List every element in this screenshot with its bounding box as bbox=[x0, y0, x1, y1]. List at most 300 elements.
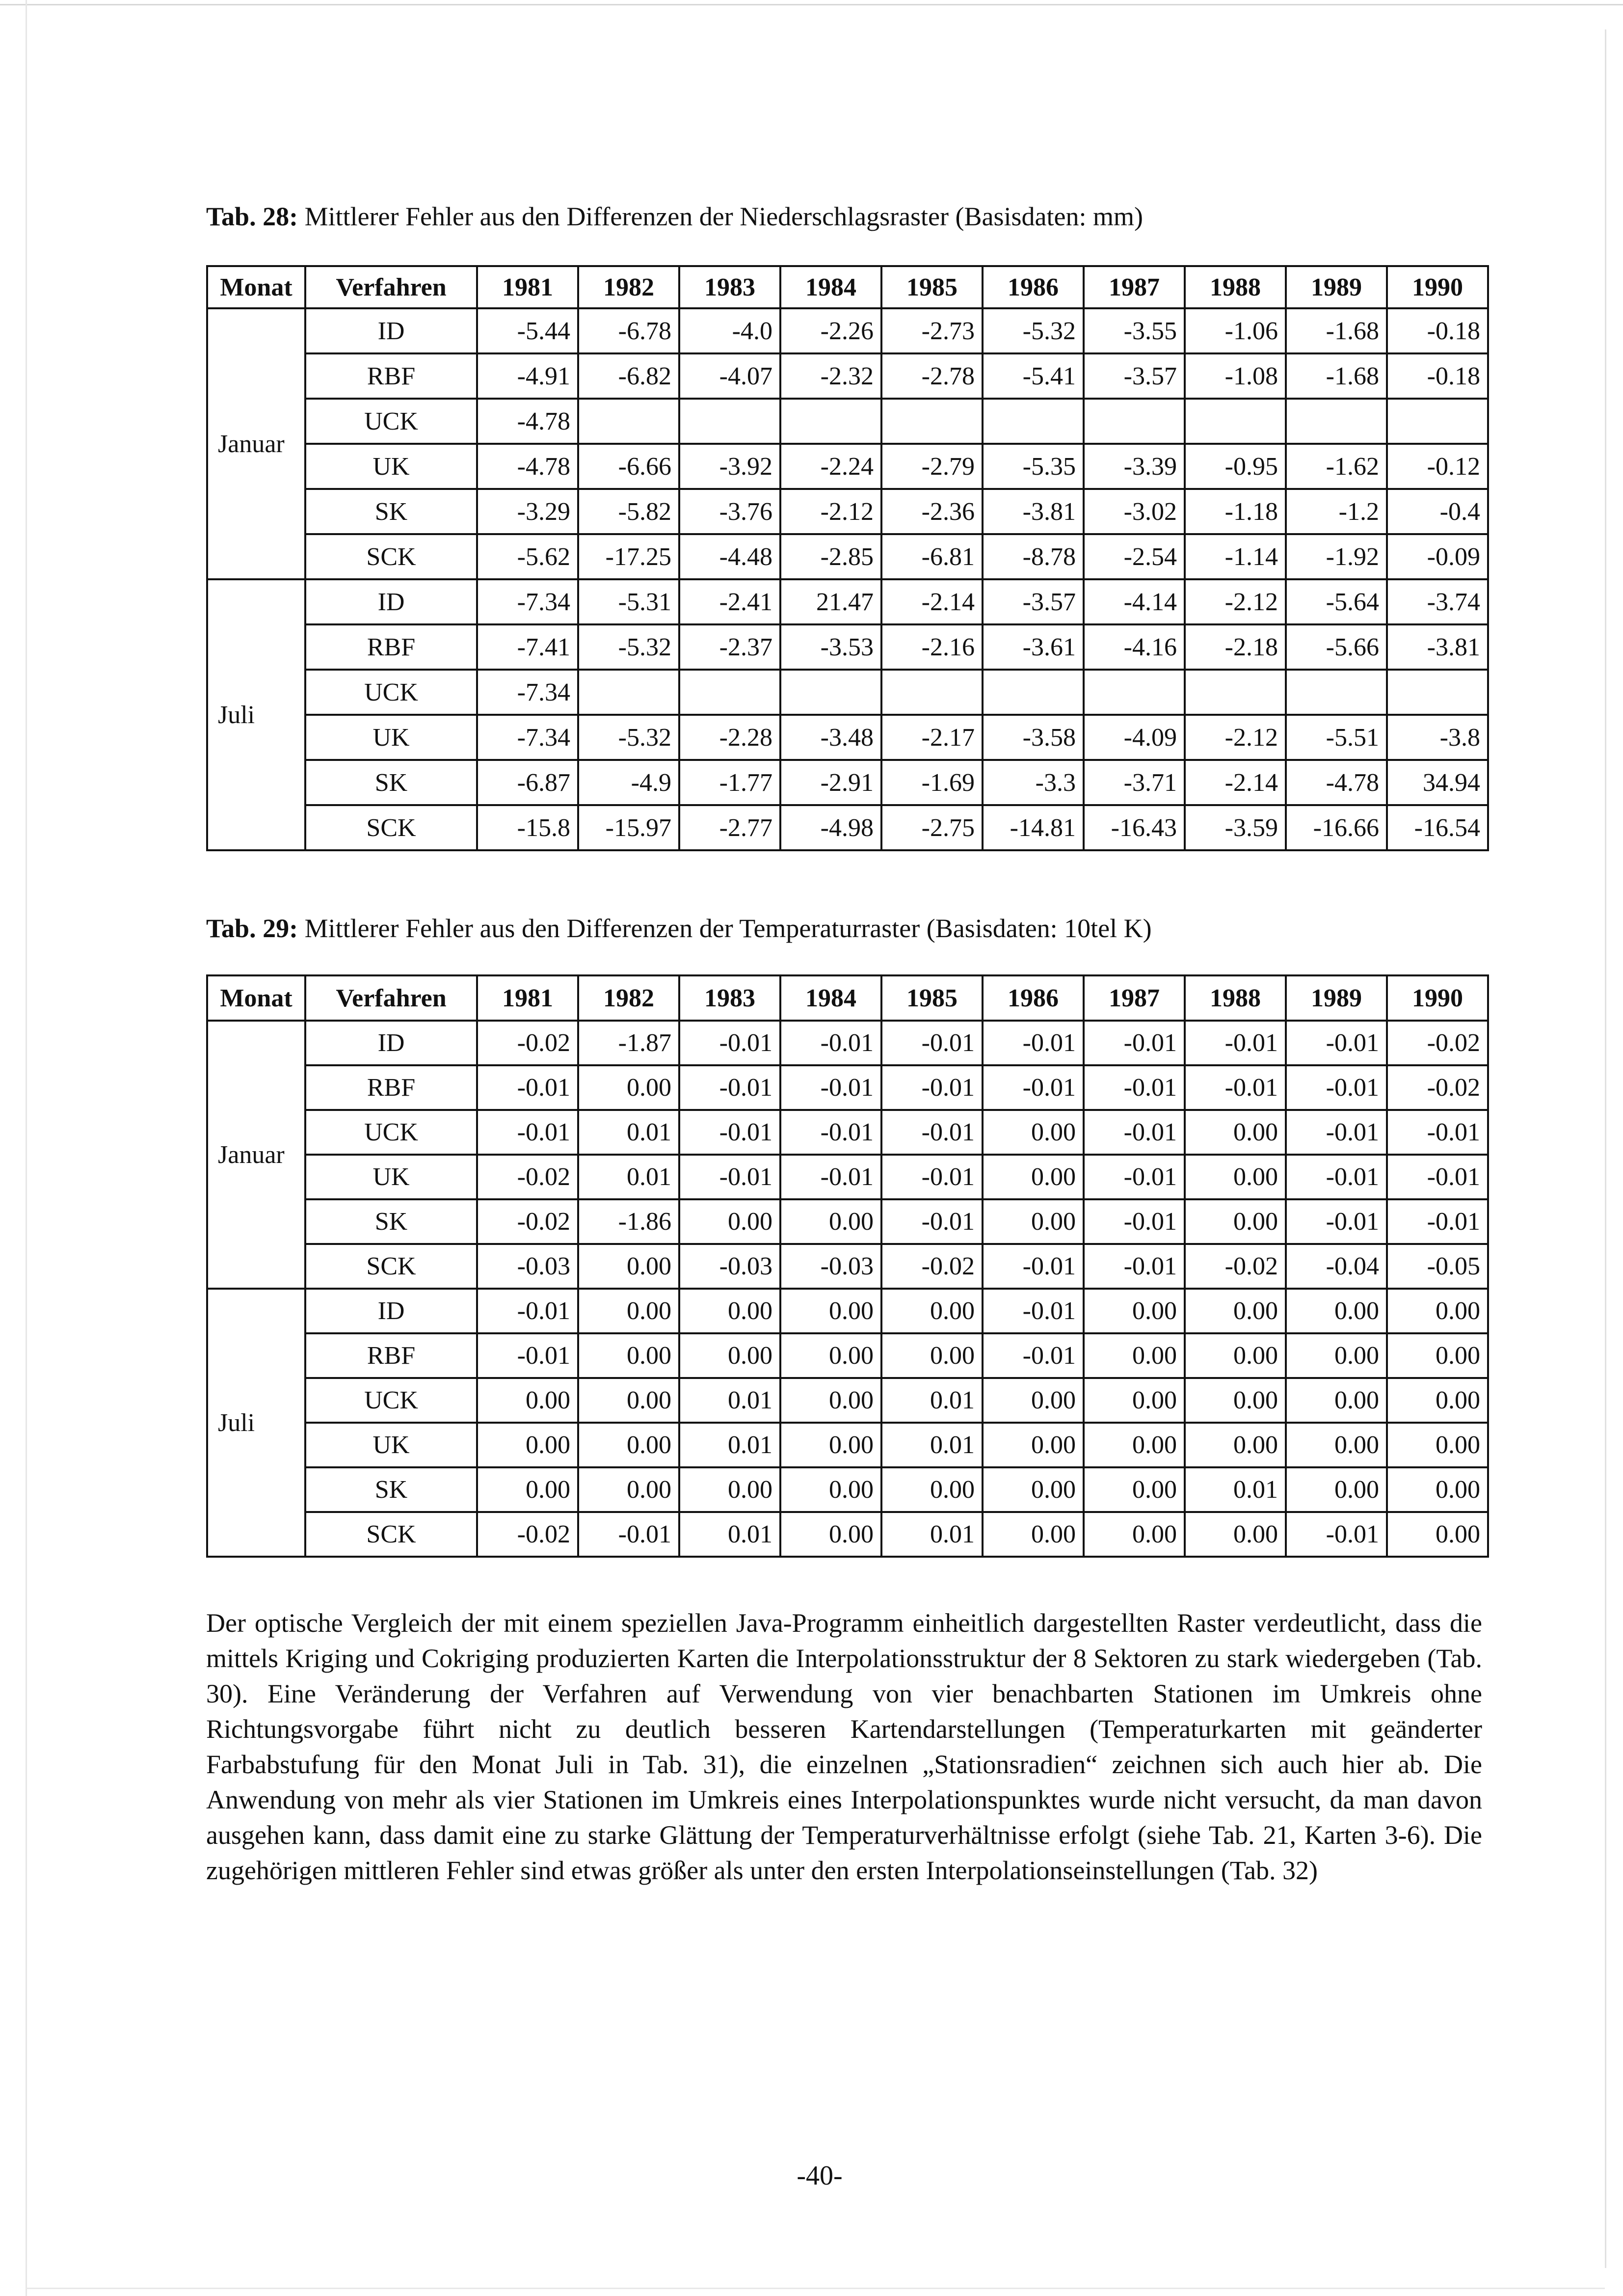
body-paragraph: Der optische Vergleich der mit einem speziellen Java-Programm einheitlich dargestellten Raster verdeutlicht, dass die mittels Kriging und Cokriging produzierten Karten die Interpolationsstruktur der 8 Sektoren zu stark wiedergeben (Tab. 30). Eine Veränderung der Verfahren auf Verwendung von vier benachbarten Stationen im Umkreis ohne Richtungsvorgabe führt nicht zu deutlich besseren Kartendarstellungen (Temperaturkarten mit geänderter Farbabstufung für den Monat Juli in Tab. 31), die einzelnen „Stationsradien“ zeichnen sich auch hier ab. Die Anwendung von mehr als vier Stationen im Umkreis eines Interpolationspunktes wurde nicht versucht, da man davon ausgehen kann, dass damit eine zu starke Glättung der Temperaturverhältnisse erfolgt (siehe Tab. 21, Karten 3-6). Die zugehörigen mittleren Fehler sind etwas größer als unter den ersten Interpolationseinstellungen (Tab. 32) bbox=[206, 1608, 1482, 1885]
verfahren-cell: RBF bbox=[305, 624, 477, 670]
verfahren-cell: ID bbox=[305, 579, 477, 624]
value-cell: 0.00 bbox=[983, 1467, 1084, 1512]
value-cell: 0.00 bbox=[578, 1333, 679, 1378]
value-cell: -4.78 bbox=[477, 444, 578, 489]
value-cell: -0.01 bbox=[780, 1021, 881, 1065]
table29 bbox=[206, 974, 1489, 1558]
value-cell: -3.61 bbox=[983, 624, 1084, 670]
value-cell: -2.73 bbox=[881, 308, 983, 353]
verfahren-cell: SK bbox=[305, 760, 477, 805]
verfahren-cell: SK bbox=[305, 489, 477, 534]
table29-caption bbox=[206, 913, 1152, 944]
value-cell: -2.12 bbox=[1185, 715, 1286, 760]
value-cell: -2.26 bbox=[780, 308, 881, 353]
value-cell: 0.00 bbox=[1387, 1333, 1488, 1378]
value-cell: -0.01 bbox=[983, 1289, 1084, 1333]
value-cell: -2.14 bbox=[1185, 760, 1286, 805]
value-cell: -3.74 bbox=[1387, 579, 1488, 624]
value-cell: 0.00 bbox=[780, 1199, 881, 1244]
value-cell: -0.01 bbox=[1286, 1199, 1387, 1244]
table29-label: Tab. 29: bbox=[206, 914, 298, 943]
table28-col-header: 1986 bbox=[983, 266, 1084, 308]
table29-col-header: 1984 bbox=[780, 975, 881, 1021]
value-cell bbox=[881, 399, 983, 444]
value-cell: -1.08 bbox=[1185, 353, 1286, 399]
value-cell: 0.00 bbox=[1185, 1378, 1286, 1423]
value-cell: 0.00 bbox=[578, 1244, 679, 1289]
value-cell: -0.01 bbox=[679, 1155, 780, 1199]
value-cell: -4.9 bbox=[578, 760, 679, 805]
value-cell: -4.98 bbox=[780, 805, 881, 850]
verfahren-cell: SCK bbox=[305, 805, 477, 850]
value-cell: 0.00 bbox=[1286, 1289, 1387, 1333]
value-cell: -0.18 bbox=[1387, 353, 1488, 399]
value-cell: 0.00 bbox=[780, 1289, 881, 1333]
table28-col-header: 1985 bbox=[881, 266, 983, 308]
verfahren-cell: SK bbox=[305, 1199, 477, 1244]
table28-col-header: Monat bbox=[207, 266, 305, 308]
value-cell: 0.00 bbox=[679, 1289, 780, 1333]
monat-cell: Januar bbox=[207, 308, 305, 579]
value-cell: 0.00 bbox=[780, 1378, 881, 1423]
value-cell: -16.43 bbox=[1084, 805, 1185, 850]
value-cell: 0.00 bbox=[780, 1467, 881, 1512]
table-row bbox=[207, 534, 1488, 579]
value-cell bbox=[1286, 399, 1387, 444]
value-cell: -2.75 bbox=[881, 805, 983, 850]
verfahren-cell: SK bbox=[305, 1467, 477, 1512]
table28-col-header: 1987 bbox=[1084, 266, 1185, 308]
value-cell: -0.01 bbox=[477, 1065, 578, 1110]
table28-col-header: 1982 bbox=[578, 266, 679, 308]
verfahren-cell: SCK bbox=[305, 534, 477, 579]
value-cell bbox=[1387, 399, 1488, 444]
value-cell: -0.01 bbox=[1084, 1244, 1185, 1289]
value-cell: 0.00 bbox=[983, 1199, 1084, 1244]
value-cell: -0.02 bbox=[881, 1244, 983, 1289]
value-cell: -0.01 bbox=[1084, 1021, 1185, 1065]
verfahren-cell: UK bbox=[305, 1423, 477, 1467]
value-cell: -3.57 bbox=[983, 579, 1084, 624]
value-cell: -2.37 bbox=[679, 624, 780, 670]
value-cell: -16.54 bbox=[1387, 805, 1488, 850]
table-row bbox=[207, 399, 1488, 444]
value-cell: -5.32 bbox=[578, 715, 679, 760]
value-cell: -15.97 bbox=[578, 805, 679, 850]
value-cell: -1.18 bbox=[1185, 489, 1286, 534]
value-cell: -2.12 bbox=[780, 489, 881, 534]
value-cell: 0.00 bbox=[1286, 1333, 1387, 1378]
value-cell: -5.82 bbox=[578, 489, 679, 534]
table-row bbox=[207, 1467, 1488, 1512]
value-cell: -7.34 bbox=[477, 715, 578, 760]
scan-edge-bottom bbox=[26, 2288, 1605, 2289]
value-cell: -1.2 bbox=[1286, 489, 1387, 534]
table29-col-header: Monat bbox=[207, 975, 305, 1021]
value-cell: -2.28 bbox=[679, 715, 780, 760]
table-row bbox=[207, 805, 1488, 850]
table28-col-header: 1983 bbox=[679, 266, 780, 308]
verfahren-cell: RBF bbox=[305, 1065, 477, 1110]
table28 bbox=[206, 265, 1489, 851]
value-cell: -0.01 bbox=[780, 1110, 881, 1155]
value-cell: -4.48 bbox=[679, 534, 780, 579]
value-cell: -3.81 bbox=[1387, 624, 1488, 670]
value-cell: -6.87 bbox=[477, 760, 578, 805]
table28-col-header: 1988 bbox=[1185, 266, 1286, 308]
value-cell: 0.00 bbox=[1185, 1512, 1286, 1557]
value-cell: -14.81 bbox=[983, 805, 1084, 850]
value-cell: 0.00 bbox=[983, 1423, 1084, 1467]
value-cell: 0.00 bbox=[679, 1333, 780, 1378]
value-cell: 0.00 bbox=[983, 1110, 1084, 1155]
value-cell: -3.76 bbox=[679, 489, 780, 534]
value-cell: -2.78 bbox=[881, 353, 983, 399]
value-cell: 0.00 bbox=[881, 1467, 983, 1512]
value-cell: -0.01 bbox=[477, 1110, 578, 1155]
verfahren-cell: ID bbox=[305, 308, 477, 353]
value-cell: -1.68 bbox=[1286, 353, 1387, 399]
table28-col-header: 1981 bbox=[477, 266, 578, 308]
value-cell: -3.53 bbox=[780, 624, 881, 670]
value-cell: 0.00 bbox=[1387, 1467, 1488, 1512]
value-cell: -1.69 bbox=[881, 760, 983, 805]
value-cell: -0.02 bbox=[477, 1512, 578, 1557]
value-cell bbox=[1084, 670, 1185, 715]
value-cell: -2.17 bbox=[881, 715, 983, 760]
value-cell: 21.47 bbox=[780, 579, 881, 624]
value-cell: 0.01 bbox=[679, 1378, 780, 1423]
table29-col-header: 1986 bbox=[983, 975, 1084, 1021]
table29-col-header: 1985 bbox=[881, 975, 983, 1021]
value-cell: -0.03 bbox=[780, 1244, 881, 1289]
value-cell bbox=[983, 399, 1084, 444]
value-cell: 0.01 bbox=[881, 1423, 983, 1467]
table-row bbox=[207, 1378, 1488, 1423]
value-cell: 34.94 bbox=[1387, 760, 1488, 805]
table29-col-header: Verfahren bbox=[305, 975, 477, 1021]
value-cell: -2.91 bbox=[780, 760, 881, 805]
value-cell: -1.62 bbox=[1286, 444, 1387, 489]
value-cell: -0.01 bbox=[983, 1065, 1084, 1110]
value-cell: -0.01 bbox=[1286, 1021, 1387, 1065]
table29-col-header: 1982 bbox=[578, 975, 679, 1021]
table28-col-header: 1984 bbox=[780, 266, 881, 308]
value-cell: -0.02 bbox=[1387, 1065, 1488, 1110]
value-cell: -2.14 bbox=[881, 579, 983, 624]
value-cell: -4.14 bbox=[1084, 579, 1185, 624]
verfahren-cell: ID bbox=[305, 1021, 477, 1065]
value-cell: 0.00 bbox=[1286, 1467, 1387, 1512]
table-row bbox=[207, 1021, 1488, 1065]
value-cell: -2.36 bbox=[881, 489, 983, 534]
value-cell: -5.35 bbox=[983, 444, 1084, 489]
value-cell: 0.00 bbox=[1185, 1155, 1286, 1199]
value-cell: 0.00 bbox=[1185, 1289, 1286, 1333]
verfahren-cell: RBF bbox=[305, 353, 477, 399]
value-cell: -5.51 bbox=[1286, 715, 1387, 760]
value-cell: 0.00 bbox=[1185, 1333, 1286, 1378]
value-cell: -0.01 bbox=[881, 1110, 983, 1155]
table-row bbox=[207, 353, 1488, 399]
value-cell: -0.12 bbox=[1387, 444, 1488, 489]
value-cell: -0.01 bbox=[477, 1289, 578, 1333]
value-cell: -0.04 bbox=[1286, 1244, 1387, 1289]
value-cell: -2.79 bbox=[881, 444, 983, 489]
value-cell: 0.00 bbox=[1084, 1467, 1185, 1512]
value-cell: -1.92 bbox=[1286, 534, 1387, 579]
value-cell: -2.54 bbox=[1084, 534, 1185, 579]
table28-caption bbox=[206, 201, 1143, 232]
value-cell: -6.66 bbox=[578, 444, 679, 489]
value-cell: 0.00 bbox=[679, 1199, 780, 1244]
value-cell: 0.01 bbox=[881, 1378, 983, 1423]
value-cell: 0.00 bbox=[780, 1512, 881, 1557]
value-cell: -7.34 bbox=[477, 670, 578, 715]
value-cell: 0.00 bbox=[1185, 1199, 1286, 1244]
value-cell: -0.01 bbox=[1286, 1512, 1387, 1557]
value-cell: -5.62 bbox=[477, 534, 578, 579]
value-cell: -0.01 bbox=[881, 1021, 983, 1065]
value-cell: -7.41 bbox=[477, 624, 578, 670]
value-cell: -4.0 bbox=[679, 308, 780, 353]
value-cell: -5.32 bbox=[578, 624, 679, 670]
value-cell: 0.00 bbox=[983, 1378, 1084, 1423]
table28-caption-text: Mittlerer Fehler aus den Differenzen der Niederschlagsraster (Basisdaten: mm) bbox=[304, 202, 1143, 231]
value-cell: 0.00 bbox=[780, 1423, 881, 1467]
value-cell bbox=[1286, 670, 1387, 715]
verfahren-cell: UK bbox=[305, 715, 477, 760]
value-cell: -0.01 bbox=[1387, 1199, 1488, 1244]
value-cell: -0.02 bbox=[477, 1021, 578, 1065]
table-row bbox=[207, 1065, 1488, 1110]
value-cell: -2.32 bbox=[780, 353, 881, 399]
value-cell: 0.00 bbox=[1084, 1512, 1185, 1557]
value-cell: -0.01 bbox=[983, 1333, 1084, 1378]
value-cell: 0.00 bbox=[477, 1467, 578, 1512]
value-cell: -15.8 bbox=[477, 805, 578, 850]
page-number: -40- bbox=[797, 2161, 843, 2191]
verfahren-cell: RBF bbox=[305, 1333, 477, 1378]
value-cell: -0.01 bbox=[780, 1065, 881, 1110]
value-cell: 0.00 bbox=[1185, 1110, 1286, 1155]
value-cell: 0.00 bbox=[578, 1423, 679, 1467]
value-cell: 0.01 bbox=[578, 1110, 679, 1155]
value-cell: 0.00 bbox=[1185, 1423, 1286, 1467]
value-cell: 0.00 bbox=[1084, 1378, 1185, 1423]
verfahren-cell: UCK bbox=[305, 1110, 477, 1155]
value-cell: 0.00 bbox=[1084, 1333, 1185, 1378]
table29-col-header: 1987 bbox=[1084, 975, 1185, 1021]
value-cell: -0.01 bbox=[1185, 1065, 1286, 1110]
value-cell: -2.18 bbox=[1185, 624, 1286, 670]
table-row bbox=[207, 308, 1488, 353]
value-cell bbox=[1185, 399, 1286, 444]
value-cell: -0.18 bbox=[1387, 308, 1488, 353]
value-cell: -0.01 bbox=[679, 1065, 780, 1110]
table28-header-row bbox=[207, 266, 1488, 308]
value-cell: -4.91 bbox=[477, 353, 578, 399]
value-cell: -0.02 bbox=[477, 1199, 578, 1244]
value-cell bbox=[1387, 670, 1488, 715]
scan-edge-left bbox=[26, 0, 27, 2296]
table-row bbox=[207, 444, 1488, 489]
value-cell: -3.8 bbox=[1387, 715, 1488, 760]
value-cell: 0.01 bbox=[881, 1512, 983, 1557]
value-cell: -1.87 bbox=[578, 1021, 679, 1065]
value-cell: -4.78 bbox=[1286, 760, 1387, 805]
table29-col-header: 1983 bbox=[679, 975, 780, 1021]
value-cell: -4.07 bbox=[679, 353, 780, 399]
value-cell: -3.58 bbox=[983, 715, 1084, 760]
table-row bbox=[207, 1244, 1488, 1289]
table29-col-header: 1989 bbox=[1286, 975, 1387, 1021]
value-cell: 0.01 bbox=[679, 1512, 780, 1557]
value-cell: -5.32 bbox=[983, 308, 1084, 353]
value-cell: -1.86 bbox=[578, 1199, 679, 1244]
value-cell: -0.01 bbox=[780, 1155, 881, 1199]
table-row bbox=[207, 489, 1488, 534]
table29-col-header: 1990 bbox=[1387, 975, 1488, 1021]
value-cell: -6.78 bbox=[578, 308, 679, 353]
value-cell: -2.12 bbox=[1185, 579, 1286, 624]
value-cell: 0.00 bbox=[578, 1467, 679, 1512]
value-cell: -0.01 bbox=[578, 1512, 679, 1557]
verfahren-cell: UCK bbox=[305, 399, 477, 444]
table28-label: Tab. 28: bbox=[206, 202, 298, 231]
value-cell: -4.78 bbox=[477, 399, 578, 444]
table-row bbox=[207, 1110, 1488, 1155]
value-cell bbox=[578, 399, 679, 444]
monat-cell: Juli bbox=[207, 1289, 305, 1557]
value-cell: 0.00 bbox=[1286, 1423, 1387, 1467]
scan-edge-top bbox=[0, 4, 1623, 5]
value-cell: -3.92 bbox=[679, 444, 780, 489]
value-cell: 0.00 bbox=[1387, 1289, 1488, 1333]
verfahren-cell: SCK bbox=[305, 1512, 477, 1557]
table28-col-header: 1989 bbox=[1286, 266, 1387, 308]
value-cell: -0.03 bbox=[679, 1244, 780, 1289]
value-cell: -0.01 bbox=[1387, 1155, 1488, 1199]
table-row bbox=[207, 1333, 1488, 1378]
value-cell: -0.01 bbox=[983, 1244, 1084, 1289]
value-cell: -6.81 bbox=[881, 534, 983, 579]
table-row bbox=[207, 1423, 1488, 1467]
value-cell: -3.81 bbox=[983, 489, 1084, 534]
table29-caption-text: Mittlerer Fehler aus den Differenzen der Temperaturraster (Basisdaten: 10tel K) bbox=[304, 914, 1152, 943]
value-cell: 0.00 bbox=[881, 1333, 983, 1378]
value-cell: -8.78 bbox=[983, 534, 1084, 579]
table-row bbox=[207, 1155, 1488, 1199]
value-cell: -16.66 bbox=[1286, 805, 1387, 850]
value-cell bbox=[780, 399, 881, 444]
verfahren-cell: SCK bbox=[305, 1244, 477, 1289]
value-cell: 0.00 bbox=[983, 1155, 1084, 1199]
value-cell: 0.00 bbox=[578, 1065, 679, 1110]
value-cell: -3.39 bbox=[1084, 444, 1185, 489]
value-cell: -5.44 bbox=[477, 308, 578, 353]
value-cell: -1.77 bbox=[679, 760, 780, 805]
value-cell: -2.77 bbox=[679, 805, 780, 850]
value-cell: 0.00 bbox=[679, 1467, 780, 1512]
value-cell: 0.00 bbox=[1387, 1512, 1488, 1557]
value-cell: -0.4 bbox=[1387, 489, 1488, 534]
value-cell: 0.00 bbox=[578, 1289, 679, 1333]
value-cell: -5.66 bbox=[1286, 624, 1387, 670]
value-cell: -3.48 bbox=[780, 715, 881, 760]
value-cell: -0.01 bbox=[1084, 1110, 1185, 1155]
value-cell: -17.25 bbox=[578, 534, 679, 579]
value-cell bbox=[578, 670, 679, 715]
value-cell: -0.01 bbox=[679, 1110, 780, 1155]
value-cell: -3.59 bbox=[1185, 805, 1286, 850]
value-cell: 0.00 bbox=[1387, 1378, 1488, 1423]
value-cell: 0.00 bbox=[1084, 1423, 1185, 1467]
value-cell: 0.01 bbox=[1185, 1467, 1286, 1512]
value-cell: -0.01 bbox=[1387, 1110, 1488, 1155]
value-cell: 0.00 bbox=[1084, 1289, 1185, 1333]
value-cell: 0.01 bbox=[578, 1155, 679, 1199]
table-row bbox=[207, 670, 1488, 715]
monat-cell: Januar bbox=[207, 1021, 305, 1289]
value-cell: -3.3 bbox=[983, 760, 1084, 805]
table-row bbox=[207, 1199, 1488, 1244]
table-row bbox=[207, 715, 1488, 760]
value-cell: 0.00 bbox=[578, 1378, 679, 1423]
value-cell: -3.57 bbox=[1084, 353, 1185, 399]
value-cell: -1.06 bbox=[1185, 308, 1286, 353]
verfahren-cell: UCK bbox=[305, 670, 477, 715]
table-row bbox=[207, 760, 1488, 805]
value-cell: -2.24 bbox=[780, 444, 881, 489]
table-row bbox=[207, 579, 1488, 624]
value-cell: 0.00 bbox=[1286, 1378, 1387, 1423]
value-cell: -3.71 bbox=[1084, 760, 1185, 805]
value-cell bbox=[679, 670, 780, 715]
value-cell bbox=[1084, 399, 1185, 444]
value-cell: -0.03 bbox=[477, 1244, 578, 1289]
value-cell: -0.02 bbox=[1185, 1244, 1286, 1289]
table-row bbox=[207, 1512, 1488, 1557]
value-cell: -1.68 bbox=[1286, 308, 1387, 353]
value-cell: -0.01 bbox=[1084, 1155, 1185, 1199]
value-cell: -2.16 bbox=[881, 624, 983, 670]
value-cell: -3.55 bbox=[1084, 308, 1185, 353]
value-cell: -3.02 bbox=[1084, 489, 1185, 534]
value-cell: -4.09 bbox=[1084, 715, 1185, 760]
value-cell: -6.82 bbox=[578, 353, 679, 399]
value-cell: -0.02 bbox=[477, 1155, 578, 1199]
verfahren-cell: UK bbox=[305, 444, 477, 489]
value-cell: -0.95 bbox=[1185, 444, 1286, 489]
table29-header-row bbox=[207, 975, 1488, 1021]
value-cell: -0.01 bbox=[477, 1333, 578, 1378]
table28-col-header: Verfahren bbox=[305, 266, 477, 308]
value-cell: 0.00 bbox=[780, 1333, 881, 1378]
value-cell: -2.85 bbox=[780, 534, 881, 579]
value-cell: -0.01 bbox=[679, 1021, 780, 1065]
value-cell: -0.05 bbox=[1387, 1244, 1488, 1289]
value-cell bbox=[881, 670, 983, 715]
value-cell: 0.00 bbox=[983, 1512, 1084, 1557]
value-cell: -5.41 bbox=[983, 353, 1084, 399]
value-cell bbox=[983, 670, 1084, 715]
value-cell: -0.02 bbox=[1387, 1021, 1488, 1065]
value-cell bbox=[679, 399, 780, 444]
value-cell: -5.64 bbox=[1286, 579, 1387, 624]
value-cell: -0.01 bbox=[1084, 1199, 1185, 1244]
value-cell: -0.01 bbox=[1286, 1065, 1387, 1110]
